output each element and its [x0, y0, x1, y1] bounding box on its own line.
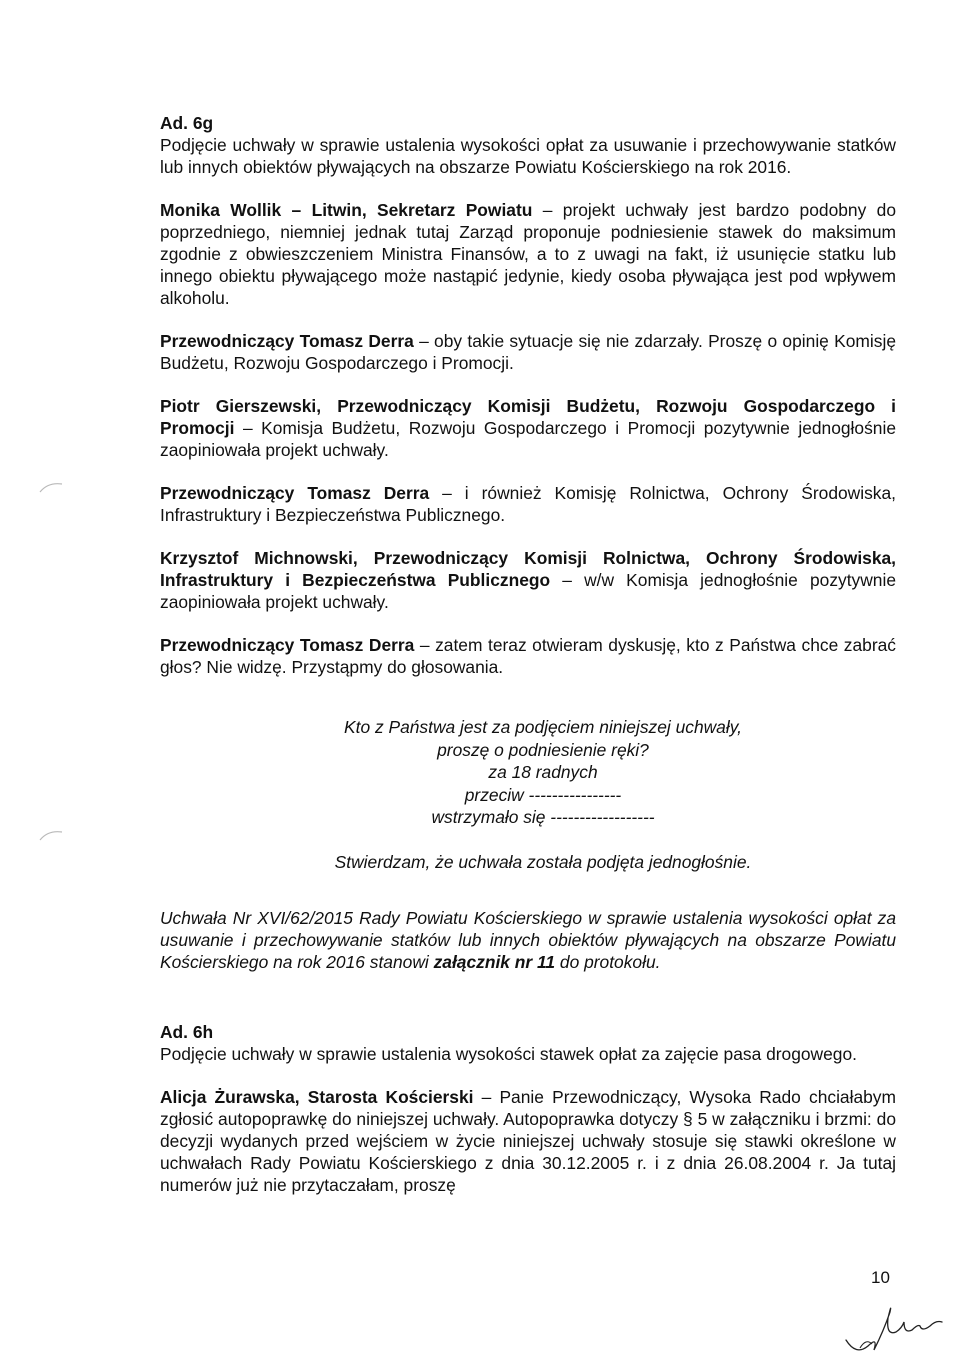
- speaker-name: Przewodniczący Tomasz Derra: [160, 331, 414, 351]
- statement-komisja-rolnictwa: [160, 547, 896, 613]
- document-page: [160, 112, 896, 1217]
- speaker-name: Monika Wollik – Litwin, Sekretarz Powiatu: [160, 200, 533, 220]
- signature-icon: [838, 1292, 958, 1362]
- vote-for: za 18 radnych: [488, 762, 598, 782]
- section-6h-text: Podjęcie uchwały w sprawie ustalenia wysokości stawek opłat za zajęcie pasa drogowego.: [160, 1044, 857, 1064]
- statement-text: – projekt uchwały jest bardzo podobny do poprzedniego, niemniej jednak tutaj Zarząd proponuje podniesienie stawek do maksimum zgodnie z obwieszczeniem Ministra Finansów, a to z uwagi na fakt, iż usunięcie statku lub innego obiektu pływającego może nastąpić jedynie, kiedy osoba pływająca jest pod wpływem alkoholu.: [160, 200, 896, 308]
- statement-przewodniczacy-2: [160, 482, 896, 526]
- statement-komisja-budzetu: [160, 395, 896, 461]
- resolution-tail: do protokołu.: [555, 952, 661, 972]
- statement-przewodniczacy-3: [160, 634, 896, 678]
- speaker-name: Alicja Żurawska, Starosta Kościerski: [160, 1087, 474, 1107]
- section-6g-heading: Ad. 6g: [160, 113, 214, 133]
- vote-block: [160, 716, 896, 873]
- attachment-ref: załącznik nr 11: [433, 952, 556, 972]
- section-6h-heading: Ad. 6h: [160, 1022, 214, 1042]
- vote-abstain: wstrzymało się ------------------: [431, 807, 655, 827]
- margin-mark: [38, 828, 64, 842]
- vote-question: Kto z Państwa jest za podjęciem niniejszej uchwały,: [344, 717, 742, 737]
- statement-text: – oby takie sytuacje się nie zdarzały. Proszę o opinię Komisję Budżetu, Rozwoju Gospodarczego i Promocji.: [160, 331, 896, 373]
- speaker-name: Przewodniczący Tomasz Derra: [160, 483, 430, 503]
- speaker-name: Przewodniczący Tomasz Derra: [160, 635, 415, 655]
- speaker-name: Krzysztof Michnowski, Przewodniczący Komisji Rolnictwa, Ochrony Środowiska, Infrastruktury i Bezpieczeństwa Publicznego: [160, 548, 896, 590]
- statement-text: – Panie Przewodniczący, Wysoka Rado chciałabym zgłosić autopoprawkę do niniejszej uchwały. Autopoprawka dotyczy § 5 w załączniku i brzmi: do decyzji wydanych przed wejściem w życie niniejszej uchwały stosuje się stawki określone w uchwałach Rady Powiatu Kościerskiego z dnia 30.12.2005 r. i z dnia 26.08.2004 r. Ja tutaj numerów już nie przytaczałam, proszę: [160, 1087, 896, 1195]
- margin-mark: [38, 480, 64, 494]
- statement-text: – zatem teraz otwieram dyskusję, kto z Państwa chce zabrać głos? Nie widzę. Przystąpmy do głosowania.: [160, 635, 896, 677]
- statement-sekretarz: [160, 199, 896, 309]
- vote-result: Stwierdzam, że uchwała została podjęta jednogłośnie.: [334, 851, 752, 872]
- section-6g-text: Podjęcie uchwały w sprawie ustalenia wysokości opłat za usuwanie i przechowywanie statków lub innych obiektów pływających na obszarze Powiatu Kościerskiego na rok 2016.: [160, 135, 896, 177]
- speaker-name: Piotr Gierszewski, Przewodniczący Komisji Budżetu, Rozwoju Gospodarczego i Promocji: [160, 396, 896, 438]
- statement-text: – Komisja Budżetu, Rozwoju Gospodarczego i Promocji pozytywnie jednogłośnie zaopiniowała projekt uchwały.: [160, 418, 896, 460]
- resolution-text: Uchwała Nr XVI/62/2015 Rady Powiatu Kościerskiego w sprawie ustalenia wysokości opłat za usuwanie i przechowywanie statków lub innych obiektów pływających na obszarze Powiatu Kościerskiego na rok 2016 stanowi: [160, 908, 896, 972]
- statement-text: – i również Komisję Rolnictwa, Ochrony Środowiska, Infrastruktury i Bezpieczeństwa Publicznego.: [160, 483, 896, 525]
- vote-against: przeciw ----------------: [464, 784, 622, 805]
- resolution-note: [160, 907, 896, 973]
- statement-przewodniczacy-1: [160, 330, 896, 374]
- statement-starosta: [160, 1086, 896, 1196]
- statement-text: – w/w Komisja jednogłośnie pozytywnie zaopiniowała projekt uchwały.: [160, 570, 896, 612]
- page-number: 10: [871, 1268, 890, 1287]
- vote-question-2: proszę o podniesienie ręki?: [437, 739, 649, 760]
